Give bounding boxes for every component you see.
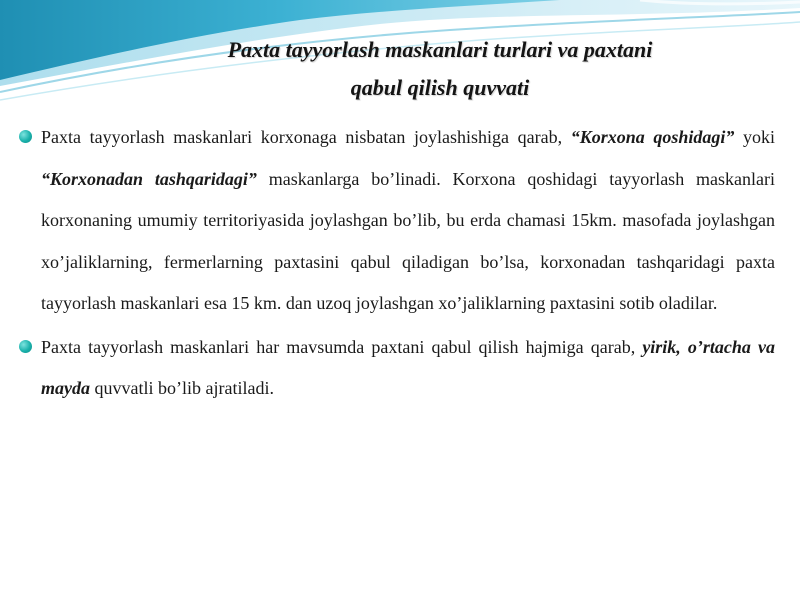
paragraph-2-text-b: quvvatli bo’lib ajratiladi. xyxy=(90,378,274,398)
title-line-2: qabul qilish quvvati xyxy=(350,75,530,100)
slide-title xyxy=(130,31,750,107)
bullet-dot-icon xyxy=(19,130,32,143)
paragraph-1-emphasis-b: “Korxonadan tashqaridagi” xyxy=(41,168,257,189)
paragraph-1-text-c: maskanlarga bo’linadi. Korxona qoshidagi tayyorlash maskanlari korxonaning umumiy territoriyasida joylashgan bo’lib, bu erda chamasi 15km. masofada joylashgan xo’jaliklarning, fermerlarning paxtasini qabul qiladigan bo’lsa, korxonadan tashqaridagi paxta tayyorlash maskanlari esa 15 km. dan uzoq joylashgan xo’jaliklarning paxtasini sotib oladilar. xyxy=(41,168,776,313)
paragraph-1-text-b: yoki xyxy=(734,127,775,147)
paragraph-1-emphasis-a: “Korxona qoshidagi” xyxy=(570,127,735,147)
bullet-paragraph-2 xyxy=(41,327,775,410)
paragraph-1-text-a: Paxta tayyorlash maskanlari korxonaga nisbatan joylashishiga qarab, xyxy=(41,127,571,147)
paragraph-2-text-a: Paxta tayyorlash maskanlari har mavsumda paxtani qabul qilish hajmiga qarab, xyxy=(41,336,643,357)
slide-body xyxy=(41,117,775,410)
paragraph-2-emphasis: yirik, o’rtacha va mayda xyxy=(41,336,775,398)
bullet-dot-icon xyxy=(19,340,32,353)
bullet-paragraph-1 xyxy=(41,117,775,325)
title-line-1: Paxta tayyorlash maskanlari turlari va paxtani xyxy=(227,37,653,62)
